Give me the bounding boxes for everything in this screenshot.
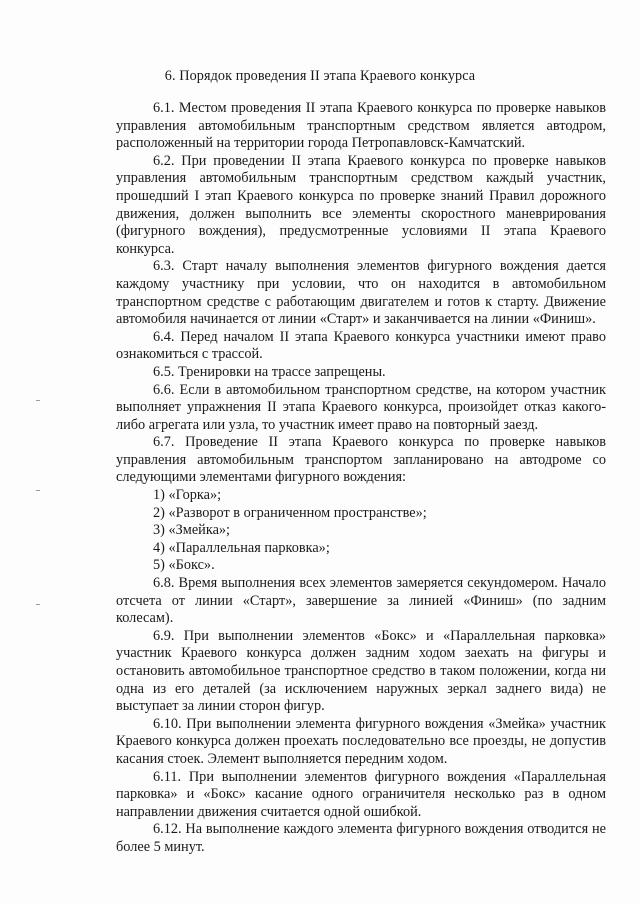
elements-list bbox=[116, 487, 606, 575]
paragraph-6-12: 6.12. На выполнение каждого элемента фигурного вождения отводится не более 5 минут. bbox=[116, 821, 606, 855]
paragraph-6-1: 6.1. Местом проведения II этапа Краевого конкурса по проверке навыков управления автомобильным транспортным средством является автодром, расположенный на территории города Петропавловск-Камчатский. bbox=[116, 100, 606, 152]
paragraph-6-7: 6.7. Проведение II этапа Краевого конкурса по проверке навыков управления автомобильным транспортом запланировано на автодроме со следующими элементами фигурного вождения: bbox=[116, 434, 606, 486]
list-item: 4) «Параллельная парковка»; bbox=[153, 539, 330, 556]
paragraph-6-4: 6.4. Перед началом II этапа Краевого конкурса участники имеют право ознакомиться с трассой. bbox=[116, 328, 606, 363]
paragraph-6-6: 6.6. Если в автомобильном транспортном средстве, на котором участник выполняет упражнения II этапа Краевого конкурса, произойдет отказ какого-либо агрегата или узла, то участник имеет право на повторный заезд. bbox=[116, 381, 606, 433]
margin-mark bbox=[36, 604, 40, 605]
section-title: 6. Порядок проведения II этапа Краевого конкурса bbox=[164, 68, 476, 84]
margin-mark bbox=[36, 400, 40, 401]
list-item: 3) «Змейка»; bbox=[153, 522, 231, 539]
paragraph-6-2: 6.2. При проведении II этапа Краевого конкурса по проверке навыков управления автомобильным транспортным средством каждый участник, прошедший I этап Краевого конкурса по проверке знаний Правил дорожного движения, должен выполнить все элементы скоростного маневрирования (фигурного вождения), предусмотренные условиями II этапа Краевого конкурса. bbox=[116, 152, 606, 257]
list-item: 1) «Горка»; bbox=[153, 487, 222, 504]
margin-mark bbox=[36, 490, 40, 491]
paragraph-6-3: 6.3. Старт началу выполнения элементов фигурного вождения дается каждому участнику при условии, что он находится в автомобильном транспортном средстве с работающим двигателем и готов к старту. Движение автомобиля начинается от линии «Старт» и заканчивается на линии «Финиш». bbox=[116, 258, 606, 328]
paragraph-6-5: 6.5. Тренировки на трассе запрещены. bbox=[153, 363, 386, 380]
paragraph-6-9: 6.9. При выполнении элементов «Бокс» и «Параллельная парковка» участник Краевого конкурса должен задним ходом заехать на фигуры и остановить автомобильное транспортное средство в таком положении, когда ни одна из его деталей (за исключением наружных зеркал заднего вида) не выступает за линии сторон фигур. bbox=[116, 627, 606, 715]
document-body bbox=[116, 100, 606, 857]
list-item: 5) «Бокс». bbox=[153, 557, 215, 574]
paragraph-6-11: 6.11. При выполнении элементов фигурного вождения «Параллельная парковка» и «Бокс» касание одного ограничителя несколько раз в одном направлении движения считается одной ошибкой. bbox=[116, 768, 606, 820]
paragraph-6-10: 6.10. При выполнении элемента фигурного вождения «Змейка» участник Краевого конкурса должен проехать последовательно все проезды, не допустив касания стоек. Элемент выполняется передним ходом. bbox=[116, 715, 606, 767]
list-item: 2) «Разворот в ограниченном пространстве»; bbox=[153, 504, 427, 521]
paragraph-6-8: 6.8. Время выполнения всех элементов замеряется секундомером. Начало отсчета от линии «Старт», завершение за линией «Финиш» (по задним колесам). bbox=[116, 575, 606, 627]
